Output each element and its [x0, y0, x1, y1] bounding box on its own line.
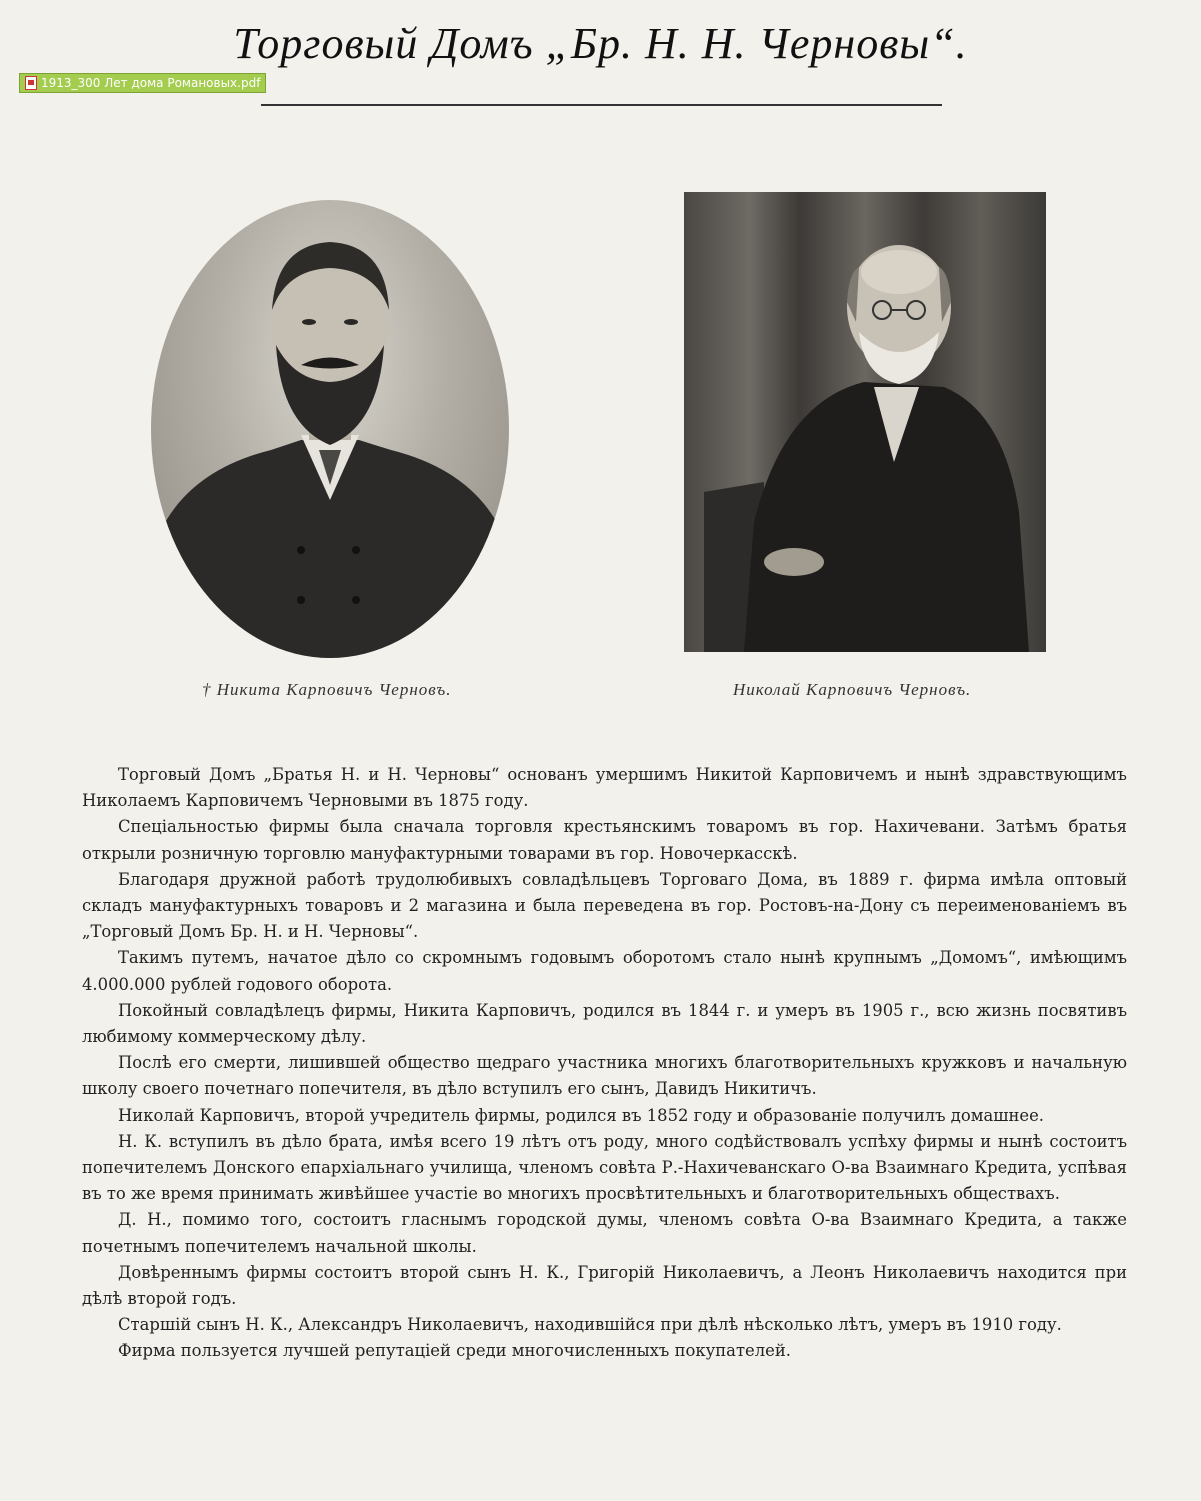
paragraph: Послѣ его смерти, лишившей общество щедраго участника многихъ благотворительныхъ кружковъ и начальную школу своего почетнаго попечителя, въ дѣло вступилъ его сынъ, Давидъ Никитичъ.: [82, 1053, 1127, 1099]
paragraph: Николай Карповичъ, второй учредитель фирмы, родился въ 1852 году и образованіе получилъ домашнее.: [118, 1105, 1044, 1125]
pdf-file-link[interactable]: [19, 73, 266, 93]
pdf-file-icon: [25, 76, 37, 90]
paragraph: Такимъ путемъ, начатое дѣло со скромнымъ годовымъ оборотомъ стало нынѣ крупнымъ „Домомъ“, имѣющимъ 4.000.000 рублей годового оборота.: [82, 948, 1127, 994]
paragraph: Фирма пользуется лучшей репутаціей среди многочисленныхъ покупателей.: [118, 1341, 791, 1361]
paragraph: Н. К. вступилъ въ дѣло брата, имѣя всего 19 лѣтъ отъ роду, много содѣйствовалъ успѣху фирмы и нынѣ состоитъ попечителемъ Донского епархіальнаго училища, членомъ совѣта Р.-Нахичеванскаго О-ва Взаимнаго Кредита, успѣвая въ то же время принимать живѣйшее участіе во многихъ просвѣтительныхъ и благотворительныхъ обществахъ.: [82, 1131, 1127, 1204]
caption-right: Николай Карповичъ Черновъ.: [733, 680, 972, 699]
page-title: Торговый Домъ „Бр. Н. Н. Черновы“.: [233, 19, 968, 68]
body-text: [82, 762, 1127, 1365]
paragraph: Благодаря дружной работѣ трудолюбивыхъ совладѣльцевъ Торговаго Дома, въ 1889 г. фирма имѣла оптовый складъ мануфактурныхъ товаровъ и 2 магазина и была переведена въ гор. Ростовъ-на-Дону съ переименованіемъ въ „Торговый Домъ Бр. Н. и Н. Черновы“.: [82, 869, 1127, 942]
caption-left: † Никита Карповичъ Черновъ.: [202, 680, 452, 699]
title-divider: [261, 104, 942, 106]
paragraph: Торговый Домъ „Братья Н. и Н. Черновы“ основанъ умершимъ Никитой Карповичемъ и нынѣ здравствующимъ Николаемъ Карповичемъ Черновыми въ 1875 году.: [82, 765, 1127, 811]
paragraph: Довѣреннымъ фирмы состоитъ второй сынъ Н. К., Григорій Николаевичъ, а Леонъ Николаевичъ находится при дѣлѣ второй годъ.: [82, 1262, 1127, 1309]
paragraph: Д. Н., помимо того, состоитъ гласнымъ городской думы, членомъ совѣта О-ва Взаимнаго Кредита, а также почетнымъ попечителемъ начальной школы.: [82, 1210, 1127, 1256]
portrait-nikita-photo: [151, 200, 509, 658]
pdf-file-name: 1913_300 Лет дома Романовых.pdf: [41, 76, 261, 90]
portrait-nikolai-photo: [684, 192, 1046, 652]
paragraph: Старшій сынъ Н. К., Александръ Николаевичъ, находившійся при дѣлѣ нѣсколько лѣтъ, умеръ въ 1910 году.: [118, 1315, 1062, 1335]
paragraph: Спеціальностью фирмы была сначала торговля крестьянскимъ товаромъ въ гор. Нахичевани. Затѣмъ братья открыли розничную торговлю мануфактурными товарами въ гор. Новочеркасскѣ.: [82, 817, 1127, 863]
paragraph: Покойный совладѣлецъ фирмы, Никита Карповичъ, родился въ 1844 г. и умеръ въ 1905 г., всю жизнь посвятивъ любимому коммерческому дѣлу.: [82, 1000, 1127, 1047]
